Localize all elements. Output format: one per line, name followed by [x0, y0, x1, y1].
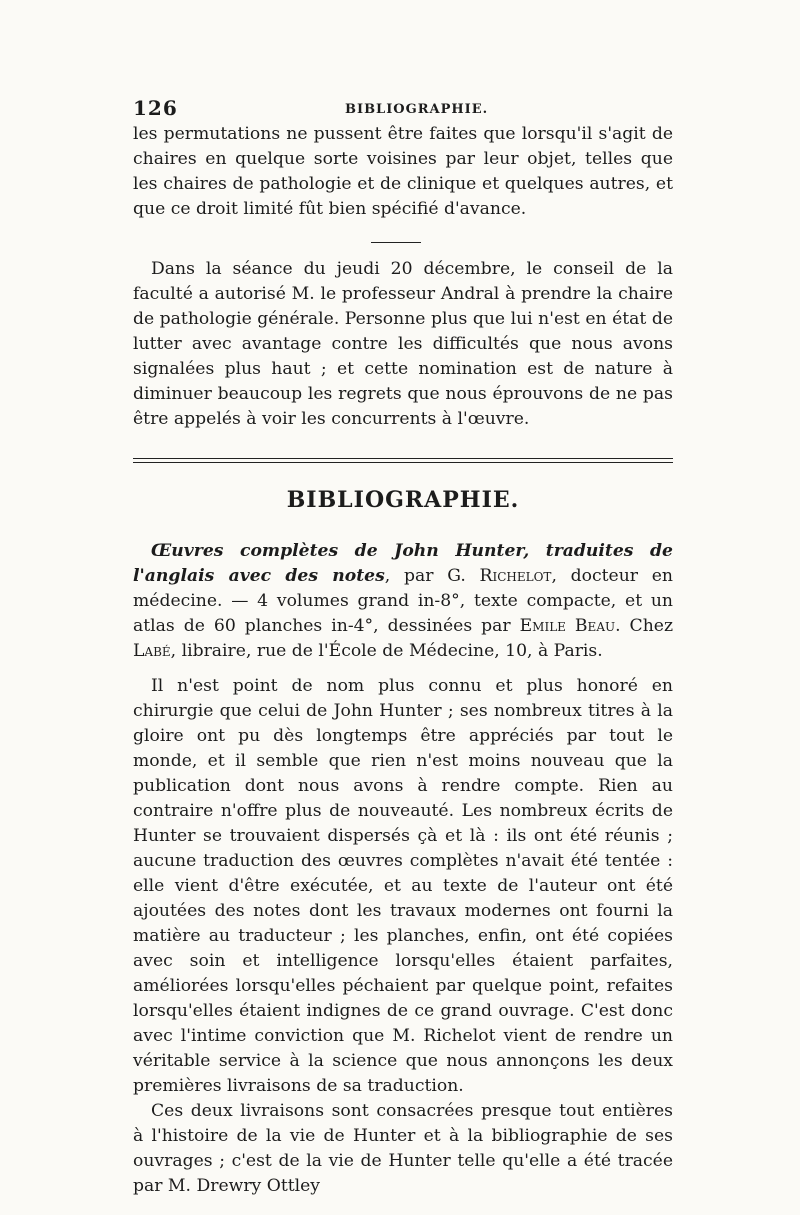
book-page — [133, 96, 673, 1199]
book-details-3: , libraire, rue de l'École de Médecine, 10, à Paris. — [170, 641, 603, 661]
news-paragraph: Dans la séance du jeudi 20 décembre, le conseil de la faculté a autorisé M. le professeur Andral à prendre la chaire de pathologie générale. Personne plus que lui n'est en état de lutter avec avantage contre les difficultés que nous avons signalées plus haut ; et cette nomination est de nature à diminuer beaucoup les regrets que nous éprouvons de ne pas être appelés à voir les concurrents à l'œuvre. — [133, 259, 673, 429]
book-translator: Richelot — [479, 566, 552, 586]
book-details-1: , docteur en médecine. — 4 volumes grand in-8°, texte compacte, et un atlas de 60 planches in-4°, dessinées par — [133, 566, 673, 636]
running-head — [133, 96, 673, 122]
book-by: , par G. — [384, 566, 480, 586]
book-publisher: Labé — [133, 641, 171, 661]
running-title: BIBLIOGRAPHIE. — [345, 102, 489, 117]
section-separator — [371, 242, 421, 243]
book-details-2: . Chez — [615, 616, 674, 636]
page-number: 126 — [133, 96, 178, 120]
intro-paragraph: les permutations ne pussent être faites que lorsqu'il s'agit de chaires en quelque sorte voisines par leur objet, telles que les chaires de pathologie et de clinique et quelques autres, et que ce droit limité fût bien spécifié d'avance. — [133, 124, 673, 219]
review-paragraph-2: Ces deux livraisons sont consacrées presque tout entières à l'histoire de la vie de Hunter et à la bibliographie de ses ouvrages ; c'est de la vie de Hunter telle qu'elle a été tracée par M. Drewry Ottley — [133, 1101, 673, 1196]
review-paragraph-1: Il n'est point de nom plus connu et plus honoré en chirurgie que celui de John Hunter ; ses nombreux titres à la gloire ont pu dès longtemps être appréciés par tout le monde, et il semble que rien n'est moins nouveau que la publication dont nous avons à rendre compte. Rien au contraire n'offre plus de nouveauté. Les nombreux écrits de Hunter se trouvaient dispersés çà et là : ils ont été réunis ; aucune traduction des œuvres complètes n'avait été tentée : elle vient d'être exécutée, et au texte de l'auteur ont été ajoutées des notes dont les travaux modernes ont fourni la matière au traducteur ; les planches, enfin, ont été copiées avec soin et intelligence lorsqu'elles étaient parfaites, améliorées lorsqu'elles péchaient par quelque point, refaites lorsqu'elles étaient indignes de ce grand ouvrage. C'est donc avec l'intime conviction que M. Richelot vient de rendre un véritable service à la science que nous annonçons les deux premières livraisons de sa traduction. — [133, 676, 673, 1096]
double-rule-divider — [133, 458, 673, 463]
book-title: Œuvres complètes de John Hunter, traduites de l'anglais avec des notes — [133, 541, 673, 586]
book-reference — [133, 539, 673, 664]
book-illustrator: Emile Beau — [519, 616, 616, 636]
section-heading: BIBLIOGRAPHIE. — [286, 487, 520, 513]
